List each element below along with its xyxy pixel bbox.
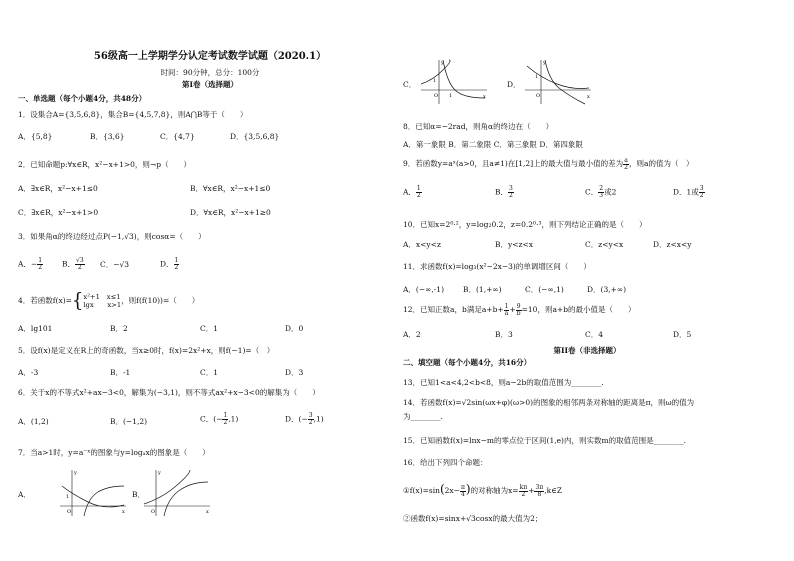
frac-num: a xyxy=(624,156,628,164)
frac-den: 4 xyxy=(461,490,465,498)
q4-case-2: lgx x>1 xyxy=(83,301,122,309)
q4-pre: 4．若函数f(x)= xyxy=(18,296,72,305)
frac-den: 2 xyxy=(509,192,513,199)
frac-num: 3 xyxy=(308,412,313,419)
q4-brace: { xyxy=(71,288,84,312)
q12-pre: 12．已知正数a，b满足a+b+ xyxy=(403,305,504,314)
x-label: x xyxy=(587,94,590,100)
q3-d-fraction xyxy=(174,258,180,271)
q7-graph-c[interactable] xyxy=(419,58,489,106)
frac-den: 2 xyxy=(223,419,228,426)
q7-option-d[interactable]: D． xyxy=(507,80,521,89)
frac-num: 3 xyxy=(509,185,513,192)
one-x-label: 1 xyxy=(449,93,453,99)
s1-mid: 的对称轴为x= xyxy=(470,486,519,495)
q6-option-b[interactable]: B．(−1,2) xyxy=(110,417,148,426)
q8-options[interactable]: A．第一象限 B．第二象限 C．第三象限 D．第四象限 xyxy=(403,140,583,149)
q9-c-label: C． xyxy=(585,187,599,197)
frac-num: 1 xyxy=(504,302,509,310)
q12-post: =10，则a+b的最小值是（ ） xyxy=(521,305,636,314)
frac-num: 3 xyxy=(699,185,704,192)
frac-den: 2 xyxy=(624,163,628,171)
q3-option-d-label: D． xyxy=(160,259,174,269)
q4-option-a[interactable]: A．lg101 xyxy=(18,324,53,333)
frac-num: 1 xyxy=(416,185,421,192)
question-9-stem xyxy=(403,156,693,172)
frac-den: b xyxy=(516,309,521,317)
q3-a-fraction xyxy=(37,258,43,271)
q5-option-b[interactable]: B．-1 xyxy=(110,368,131,377)
q2-option-d[interactable]: D．∀x∈R，x²−x+1≥0 xyxy=(190,208,271,217)
x-label: x xyxy=(206,509,209,515)
q9-d-fraction xyxy=(699,186,705,199)
q9-d-label: D．1或 xyxy=(673,187,699,197)
frac-num: 9 xyxy=(516,302,521,310)
s1-fraction-3pi8 xyxy=(534,485,544,498)
q3-b-fraction xyxy=(75,258,85,271)
question-7-stem: 7．当a>1时，y=a⁻ˣ的图象与y=logₐx的图象是（ ） xyxy=(18,448,210,457)
log-curve xyxy=(164,482,208,516)
s1-arg: 2x− xyxy=(444,486,460,495)
q7-graph-b[interactable] xyxy=(142,468,212,518)
x-label: x xyxy=(483,94,486,100)
question-16-statement-1 xyxy=(403,480,562,500)
q9-stem-pre: 9．若函数y=aˣ(a>0，且a≠1)在[1,2]上的最大值与最小值的差为 xyxy=(403,159,624,168)
frac-den: 2 xyxy=(77,264,82,271)
q3-option-a-label: A．− xyxy=(18,259,38,269)
q9-option-b[interactable] xyxy=(495,186,514,199)
question-4-stem xyxy=(18,288,199,314)
part2-heading: 第II卷（非选择题） xyxy=(553,346,621,355)
q12-option-c[interactable]: C．4 xyxy=(585,330,604,339)
question-13: 13．已知1<a<4,2<b<8，则a−2b的取值范围为________. xyxy=(403,378,604,387)
s1-plus: + xyxy=(528,486,535,495)
q4-option-b[interactable]: B．2 xyxy=(110,324,128,333)
q6-d-pre: D．(− xyxy=(285,414,308,424)
log-curve xyxy=(84,486,124,516)
section1-heading: 一、单选题（每个小题4分，共48分） xyxy=(18,94,147,103)
frac-num: 3π xyxy=(535,483,544,491)
frac-num: kπ xyxy=(519,483,528,491)
frac-den: 8 xyxy=(537,490,542,498)
q3-option-b[interactable] xyxy=(62,258,85,271)
q3-option-b-label: B． xyxy=(62,259,76,269)
frac-den: a xyxy=(504,309,509,317)
q9-c-post: 或2 xyxy=(604,187,617,197)
origin-label: O xyxy=(434,93,439,99)
part1-heading: 第I卷（选择题） xyxy=(181,80,238,89)
s1-fraction-kpi2 xyxy=(519,485,529,498)
question-10-stem: 10．已知x=2⁰·²，y=log₂0.2，z=0.2⁰·³，则下列结论正确的是（ ） xyxy=(403,220,647,229)
question-6-stem: 6．关于x的不等式x²+ax−3<0，解集为(−3,1)，则不等式ax²+x−3<0的解集为（ ） xyxy=(18,388,320,397)
log-curve xyxy=(545,60,585,104)
paren-close: ) xyxy=(465,482,471,496)
y-label: y xyxy=(74,470,77,476)
q3-option-c[interactable]: C．−√3 xyxy=(100,260,130,269)
question-2-stem: 2．已知命题p:∀x∈R，x²−x+1>0，则¬p（ ） xyxy=(18,160,192,169)
q4-post: ，则f(f(10))=（ ） xyxy=(121,296,200,305)
exam-title: 56级高一上学期学分认定考试数学试题（2020.1） xyxy=(93,51,327,62)
one-label: 1 xyxy=(535,74,539,80)
q7-option-b[interactable]: B． xyxy=(132,490,146,499)
q12-mid: + xyxy=(509,305,516,314)
q9-option-d[interactable] xyxy=(673,186,705,199)
question-16-intro: 16．给出下列四个命题： xyxy=(403,458,488,467)
question-5-stem: 5．设f(x)是定义在R上的奇函数，当x≥0时，f(x)=2x²+x，则f(−1)=（ ） xyxy=(18,346,275,355)
one-label: 1 xyxy=(433,78,437,84)
frac-num: 1 xyxy=(223,412,228,419)
q6-option-a[interactable]: A．(1,2) xyxy=(18,417,49,426)
q9-a-label: A． xyxy=(403,187,416,197)
question-15: 15．已知函数f(x)=lnx−m的零点位于区间(1,e)内，则实数m的取值范围是________. xyxy=(403,436,686,445)
q9-stem-post: ，则a的值为（ ） xyxy=(628,159,694,168)
q5-option-a[interactable]: A．-3 xyxy=(18,368,39,377)
q1-option-c[interactable]: C．{4,7} xyxy=(160,132,195,141)
y-label: y xyxy=(543,60,546,66)
question-1-stem: 1．设集合A={3,5,6,8}，集合B={4,5,7,8}，则A⋂B等于（ ） xyxy=(18,110,248,119)
q12-option-a[interactable]: A．2 xyxy=(403,330,421,339)
q4-piecewise xyxy=(83,293,121,309)
q9-option-c[interactable] xyxy=(585,186,616,199)
frac-den: 3 xyxy=(599,192,604,199)
s1-prefix: ①f(x)=sin xyxy=(403,486,440,495)
frac-num: 1 xyxy=(38,257,43,264)
q4-option-d[interactable]: D．0 xyxy=(285,324,304,333)
frac-num: √3 xyxy=(76,257,84,264)
frac-num: 1 xyxy=(174,257,179,264)
right-column xyxy=(397,0,794,561)
q1-option-d[interactable]: D．{3,5,6,8} xyxy=(230,132,280,141)
q10-option-b[interactable]: B．y<z<x xyxy=(495,240,533,249)
question-14-line-1: 14．若函数f(x)=√2sin(ωx+φ)(ω>0)的图象的相邻两条对称轴的距离是π，则ω的值为 xyxy=(403,398,695,407)
q3-option-d[interactable] xyxy=(160,258,179,271)
q1-option-a[interactable]: A．{5,8} xyxy=(18,132,53,141)
frac-num: π xyxy=(460,483,465,491)
y-label: y xyxy=(441,60,444,66)
q4-case-1: x²+1 x≤1 xyxy=(83,293,121,301)
exp-curve xyxy=(144,470,190,504)
q6-c-pre: C．(− xyxy=(200,414,223,424)
q10-option-d[interactable]: D．z<x<y xyxy=(653,240,692,249)
q10-option-a[interactable]: A．x<y<z xyxy=(403,240,441,249)
q11-option-b[interactable]: B．(1,+∞) xyxy=(463,285,502,294)
q11-option-c[interactable]: C．(−∞,1) xyxy=(525,285,564,294)
q11-option-d[interactable]: D．(3,+∞) xyxy=(587,285,627,294)
question-11-stem: 11．求函数f(x)=log₃(x²−2x−3)的单调增区间（ ） xyxy=(403,262,591,271)
q7-graph-d[interactable] xyxy=(523,58,593,106)
q6-d-post: ,1) xyxy=(313,414,324,424)
q6-option-d[interactable] xyxy=(285,413,324,426)
origin-label: O xyxy=(151,509,156,515)
frac-num: 2 xyxy=(599,185,604,192)
s1-suffix: ,k∈Z xyxy=(544,486,562,495)
q7-option-a[interactable]: A． xyxy=(18,490,31,499)
question-3-stem: 3．如果角α的终边经过点P(−1,√3)，则cosα=（ ） xyxy=(18,232,206,241)
q9-b-label: B． xyxy=(495,187,509,197)
x-label: x xyxy=(122,509,125,515)
y-label: y xyxy=(158,470,161,476)
frac-den: 2 xyxy=(38,264,43,271)
q11-option-a[interactable]: A．(−∞,-1) xyxy=(403,285,444,294)
q7-graph-a[interactable] xyxy=(58,468,128,518)
q2-option-c[interactable]: C．∃x∈R，x²−x+1>0 xyxy=(18,208,99,217)
one-label: 1 xyxy=(66,494,70,500)
frac-den: 2 xyxy=(308,419,313,426)
frac-den: 2 xyxy=(521,490,526,498)
origin-label: O xyxy=(67,509,72,515)
q3-option-a[interactable] xyxy=(18,258,43,271)
exam-subtitle: 时间：90分钟，总分：100分 xyxy=(160,68,260,77)
q12-option-d[interactable]: D．5 xyxy=(673,330,692,339)
q6-option-c[interactable] xyxy=(200,413,238,426)
origin-label: O xyxy=(536,93,541,99)
frac-den: 2 xyxy=(699,192,704,199)
q10-option-c[interactable]: C．z<y<x xyxy=(585,240,624,249)
q9-a-fraction xyxy=(416,186,422,199)
section2-heading: 二、填空题（每个小题4分，共16分） xyxy=(403,358,532,367)
paren-open: ( xyxy=(439,482,445,496)
question-12-stem xyxy=(403,302,636,318)
q9-option-a[interactable] xyxy=(403,186,422,199)
q4-option-c[interactable]: C．1 xyxy=(200,324,219,333)
q5-option-c[interactable]: C．1 xyxy=(200,368,219,377)
question-14-line-2: 为________. xyxy=(403,412,443,421)
question-16-statement-2: ②函数f(x)=sinx+√3cosx的最大值为2； xyxy=(403,514,543,523)
q1-option-b[interactable]: B．{3,6} xyxy=(90,132,125,141)
q2-option-b[interactable]: B．∀x∈R，x²−x+1≤0 xyxy=(190,184,271,193)
frac-den: 2 xyxy=(174,264,179,271)
q6-c-post: ,1) xyxy=(228,414,239,424)
q9-b-fraction xyxy=(508,186,514,199)
q12-option-b[interactable]: B．3 xyxy=(495,330,513,339)
frac-den: 2 xyxy=(416,192,421,199)
q5-option-d[interactable]: D．3 xyxy=(285,368,304,377)
q2-option-a[interactable]: A．∃x∈R，x²−x+1≤0 xyxy=(18,184,98,193)
question-8-stem: 8．已知α=−2rad，则角α的终边在（ ） xyxy=(403,122,554,131)
q7-option-c[interactable]: C． xyxy=(403,80,417,89)
